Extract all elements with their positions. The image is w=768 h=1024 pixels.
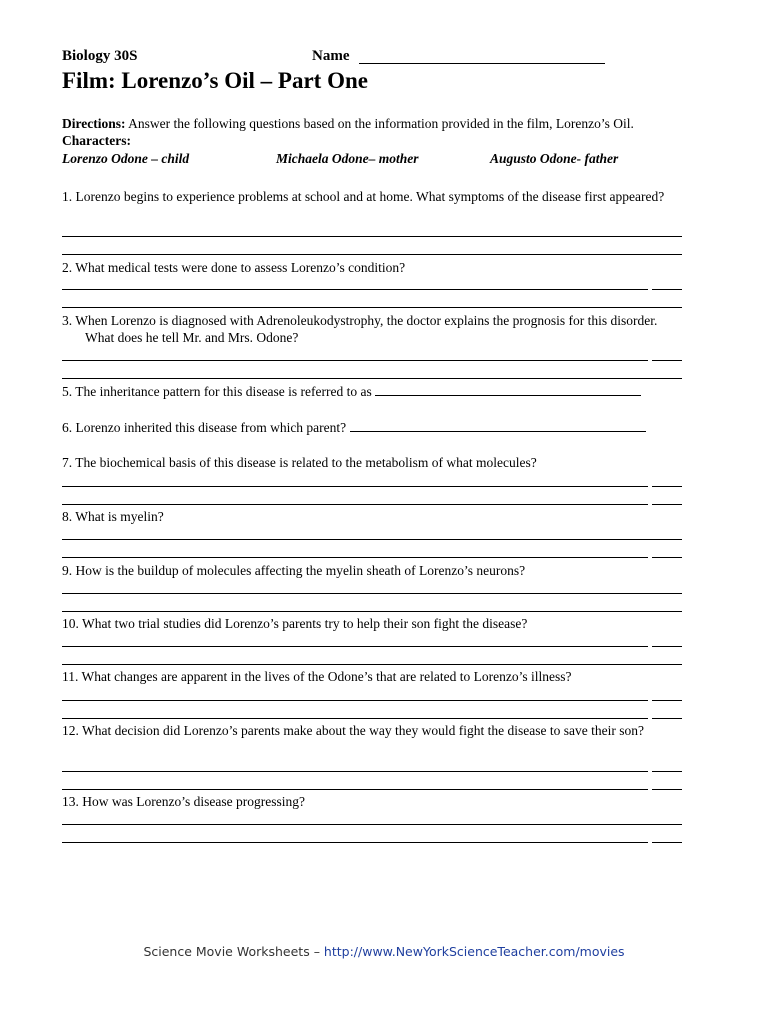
- question-text: What changes are apparent in the lives of the Odone’s that are related to Lorenzo’s illness?: [78, 669, 572, 684]
- question-2: [62, 259, 682, 276]
- question-text: What medical tests were done to assess Lorenzo’s condition?: [72, 260, 406, 275]
- answer-line: [62, 771, 682, 772]
- question-8: [62, 508, 682, 525]
- answer-line: [62, 842, 682, 843]
- answer-line: [62, 378, 682, 379]
- name-blank-line: [359, 63, 605, 64]
- question-text: How is the buildup of molecules affecting the myelin sheath of Lorenzo’s neurons?: [72, 563, 526, 578]
- footer: [0, 944, 768, 959]
- question-number: 7.: [62, 455, 73, 470]
- answer-line: [62, 557, 682, 558]
- answer-line: [62, 611, 682, 612]
- answer-line: [62, 504, 682, 505]
- directions-text: Answer the following questions based on the information provided in the film, Lorenzo’s Oil.: [125, 116, 634, 131]
- characters-label: Characters:: [62, 133, 131, 148]
- question-7: [62, 454, 682, 471]
- question-text: The inheritance pattern for this disease is referred to as: [72, 384, 376, 399]
- question-text: What is myelin?: [72, 509, 164, 524]
- question-number: 9.: [62, 563, 73, 578]
- question-number: 8.: [62, 509, 73, 524]
- worksheet-title: Film: Lorenzo’s Oil – Part One: [62, 68, 368, 93]
- question-text: The biochemical basis of this disease is related to the metabolism of what molecules?: [72, 455, 537, 470]
- character-augusto: Augusto Odone- father: [490, 151, 619, 166]
- question-1: [62, 188, 682, 205]
- answer-line: [62, 360, 682, 361]
- answer-line: [62, 289, 682, 290]
- name-label: Name: [312, 48, 350, 64]
- footer-text: Science Movie Worksheets –: [143, 944, 324, 959]
- question-5: [62, 383, 682, 400]
- character-lorenzo: Lorenzo Odone – child: [62, 151, 190, 166]
- question-13: [62, 793, 682, 810]
- question-text: What two trial studies did Lorenzo’s parents try to help their son fight the disease?: [78, 616, 528, 631]
- question-number: 5.: [62, 384, 73, 399]
- question-number: 6.: [62, 420, 73, 435]
- answer-line: [62, 486, 682, 487]
- question-text: When Lorenzo is diagnosed with Adrenoleukodystrophy, the doctor explains the prognosis for this disorder. What does he tell Mr. and Mrs. Odone?: [72, 313, 658, 345]
- answer-line: [62, 664, 682, 665]
- question-3: [62, 312, 682, 346]
- question-number: 12.: [62, 723, 79, 738]
- question-number: 10.: [62, 616, 79, 631]
- answer-blank: [350, 419, 646, 432]
- footer-link[interactable]: http://www.NewYorkScienceTeacher.com/movies: [323, 944, 625, 959]
- answer-line: [62, 700, 682, 701]
- question-text: Lorenzo inherited this disease from which parent?: [72, 420, 350, 435]
- question-text: What decision did Lorenzo’s parents make about the way they would fight the disease to save their son?: [78, 723, 644, 738]
- question-6: [62, 419, 682, 436]
- character-michaela: Michaela Odone– mother: [276, 151, 419, 166]
- answer-line: [62, 646, 682, 647]
- answer-line: [62, 789, 682, 790]
- question-number: 3.: [62, 313, 73, 328]
- answer-line: [62, 824, 682, 825]
- question-10: [62, 615, 682, 632]
- answer-line: [62, 254, 682, 255]
- course-name: Biology 30S: [62, 48, 138, 64]
- question-text: How was Lorenzo’s disease progressing?: [78, 794, 305, 809]
- directions-label: Directions:: [62, 116, 126, 131]
- directions: [62, 116, 634, 132]
- answer-blank: [375, 383, 641, 396]
- question-number: 11.: [62, 669, 79, 684]
- question-12: [62, 722, 682, 739]
- question-text: Lorenzo begins to experience problems at school and at home. What symptoms of the disease first appeared?: [72, 189, 665, 204]
- answer-line: [62, 593, 682, 594]
- answer-line: [62, 718, 682, 719]
- question-number: 2.: [62, 260, 73, 275]
- question-number: 1.: [62, 189, 73, 204]
- question-number: 13.: [62, 794, 79, 809]
- answer-line: [62, 307, 682, 308]
- worksheet-header: [62, 48, 682, 68]
- answer-line: [62, 236, 682, 237]
- question-11: [62, 668, 682, 685]
- answer-line: [62, 539, 682, 540]
- question-9: [62, 562, 682, 579]
